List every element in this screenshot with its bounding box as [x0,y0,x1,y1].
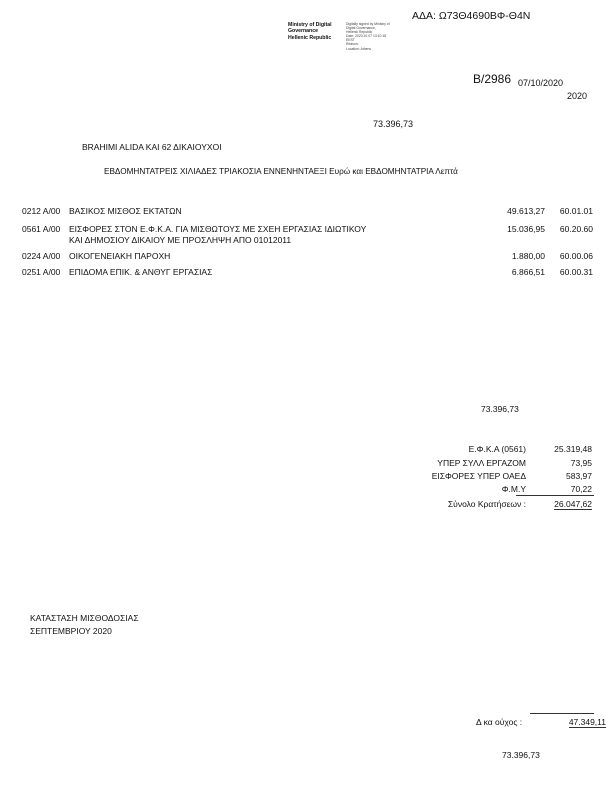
deduction-value: 73,95 [570,458,592,468]
subtotal-amount: 73.396,73 [481,404,519,414]
expense-account: 60.00.06 [559,251,593,261]
expense-line [22,206,597,217]
expense-amount: 1.880,00 [511,251,545,261]
expense-description-continued: ΚΑΙ ΔΗΜΟΣΙΟΥ ΔΙΚΑΙΟΥ ΜΕ ΠΡΟΣΛΗΨΗ ΑΠΟ 01012011 [69,235,292,245]
expense-account: 60.20.60 [559,224,593,234]
expense-line [22,267,597,278]
signature-issuer-line: Governance [288,28,318,35]
expense-code: 0224 Α/00 [22,251,61,261]
deductions-total-label: Σύνολο Κρατήσεων : [447,499,526,509]
deduction-value: 25.319,48 [554,444,592,454]
total-amount: 73.396,73 [373,119,414,129]
deductions-separator [516,495,594,496]
expense-amount: 49.613,27 [507,206,545,216]
signature-detail-line: Reason: [346,42,359,47]
amount-in-words: ΕΒΔΟΜΗΝΤΑΤΡΕΙΣ ΧΙΛΙΑΔΕΣ ΤΡΙΑΚΟΣΙΑ ΕΝΝΕΝΗΝΤΑΕΞΙ Ευρώ και ΕΒΔΟΜΗΝΤΑΤΡΙΑ Λεπτά [104,167,458,176]
document-year: 2020 [567,91,588,101]
expense-account: 60.00.31 [559,267,593,277]
net-amount: 47.349,11 [568,717,606,727]
net-separator [530,713,594,714]
deduction-label: Φ.Μ.Υ [501,484,526,494]
signature-detail-line: Digital Governance, [346,26,376,31]
deductions-total-value: 26.047,62 [554,499,592,509]
deduction-row [0,484,598,496]
signature-details [346,22,390,51]
payroll-title: ΚΑΤΑΣΤΑΣΗ ΜΙΣΘΟΔΟΣΙΑΣ [30,613,139,623]
signature-detail-line: Date: 2020.10.07 13:10:18 [346,34,387,39]
deduction-value: 70,22 [570,484,592,494]
expense-amount: 15.036,95 [507,224,545,234]
expense-description: ΟΙΚΟΓΕΝΕΙΑΚΗ ΠΑΡΟΧΗ [69,251,171,261]
signature-detail-line: Hellenic Republic [346,30,373,35]
payroll-month: ΣΕΠΤΕΜΒΡΙΟΥ 2020 [30,626,112,636]
deduction-label: ΕΙΣΦΟΡΕΣ ΥΠΕΡ ΟΑΕΔ [431,471,526,481]
expense-amount: 6.866,51 [511,267,545,277]
net-label: Δ κα ούχος : [476,717,523,727]
signature-detail-line: EEST [346,38,355,43]
deduction-row [0,444,598,456]
expense-description: ΒΑΣΙΚΟΣ ΜΙΣΘΟΣ ΕΚΤΑΤΩΝ [69,206,182,216]
beneficiary: BRAHIMI ALIDA ΚΑΙ 62 ΔΙΚΑΙΟΥΧΟΙ [82,142,222,152]
signature-detail-line: Location: Athens [346,46,372,51]
deduction-label: ΥΠΕΡ ΣΥΛΛ ΕΡΓΑΖΟΜ [437,458,526,468]
expense-description: ΕΠΙΔΟΜΑ ΕΠΙΚ. & ΑΝΘΥΓ ΕΡΓΑΣΙΑΣ [69,267,213,277]
expense-description: ΕΙΣΦΟΡΕΣ ΣΤΟΝ Ε.Φ.Κ.Α. ΓΙΑ ΜΙΣΘΩΤΟΥΣ ΜΕ ΣΧΕΗ ΕΡΓΑΣΙΑΣ ΙΔΙΩΤΙΚΟΥ [69,224,367,234]
deductions-total-row [0,499,598,511]
deduction-label: Ε.Φ.Κ.Α (0561) [468,444,526,454]
expense-account: 60.01.01 [559,206,593,216]
deduction-row [0,458,598,470]
expense-line [22,224,597,245]
deduction-row [0,471,598,483]
signature-detail-line: Digitally signed by Ministry of [346,22,390,26]
expense-line [22,251,597,262]
ada-code: ΑΔΑ: Ω73Θ4690ΒΦ-Θ4Ν [412,10,531,22]
signature-issuer-line: Ministry of Digital [288,22,332,28]
document-date: 07/10/2020 [518,78,564,88]
deduction-value: 583,97 [566,471,592,481]
final-total: 73.396,73 [502,750,540,760]
signature-issuer [288,22,332,41]
expense-code: 0212 Α/00 [22,206,61,216]
document-number: Β/2986 [473,72,512,86]
signature-issuer-line: Hellenic Republic [288,34,332,41]
expense-code: 0561 Α/00 [22,224,61,234]
expense-code: 0251 Α/00 [22,267,61,277]
